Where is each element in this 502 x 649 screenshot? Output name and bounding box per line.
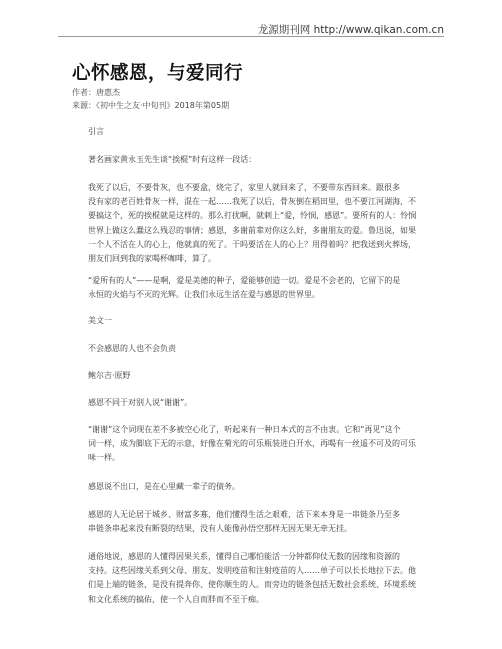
article-source: 来源：《初中生之友·中旬刊》2018年第05期: [72, 101, 230, 110]
header-divider: [58, 36, 444, 37]
section-label-intro: 引言: [88, 127, 104, 136]
paragraph-debt: 感恩说不出口，是在心里藏一辈子的债务。: [88, 482, 240, 491]
article-author: 作者：唐惠杰: [72, 88, 120, 97]
paragraph-hollow-thanks: “谢谢”这个词现在差不多被空心化了，听起来有一种日本式的言不由衷。它和“再见”这个 词一样，成为脚底下无的示意，好像在菊光的可乐瓶装进白开水，再喝有一丝遥不可及的可乐 味一样。: [88, 425, 416, 463]
paragraph-thanks: 感恩不同于对别人说“谢谢”。: [88, 398, 193, 407]
paragraph-causality: 通俗地说，感恩的人懂得因果关系，懂得自己哪怕能活一分钟都仰仗无数的因缘和资源的 支持。这些因缘关系到父母、朋友、发明疫苗和注射疫苗的人……单子可以长长地拉下去。他 们是上端的链条，是没有提奔你、使你顺生的人。而旁边的链条包括无数社会系统、环境系统 和文化系统的搞佑，使一个人自而胖而不至于痴。: [88, 552, 416, 604]
paragraph-love-all: “爱所有的人”——是啊，爱是美德的种子，爱能够创造一切。爱是不会老的，它留下的是 永恒的火焰与不灭的光辉。让我们永远生活在爱与感恩的世界里。: [88, 276, 401, 300]
site-name[interactable]: 龙源期刊网 http://www.qikan.com.cn: [257, 24, 444, 36]
paragraph-intro: 著名画家黄永玉先生谈“挨棍”时有这样一段话：: [88, 155, 257, 164]
section-label-essay-one: 美文一: [88, 316, 112, 325]
paragraph-chain: 感恩的人无论居于城乡、财富多寡，他们懂得生活之艰难，活下来本身是一串链条乃至多 串链条串起来没有断裂的结果，没有人能像孙悟空那样无因无果无牵无挂。: [88, 510, 400, 534]
page-header: [0, 0, 502, 36]
essay-author: 鲍尔吉·原野: [88, 371, 131, 380]
article-title: 心怀感恩，与爱同行: [72, 63, 244, 84]
paragraph-quote: 我死了以后，不要骨灰，也不要盒，烧完了，家里人就回来了，不要带东西回来。跟很多 没有家的老百姓骨灰一样，混在一起……我死了以后，骨灰倒在稻田里，也不要江河湖海，不 要搞这个，死的挨棍就是这样的。那么打扰啊，就刺上“爱，怜悯，感恩”。要所有的人：怜悯 世界上做这么蠢这么残忍的事情；感恩，多谢前辈对你这么好，多谢朋友的爱。鲁迅说，如果 一个人不活在人的心上，他就真的死了。干吗要活在人的心上？用得着吗？把我送到火葬场， 朋友们回到我的家喝杯咖啡，算了。: [88, 183, 417, 264]
essay-title: 不会感恩的人也不会负责: [88, 344, 176, 353]
